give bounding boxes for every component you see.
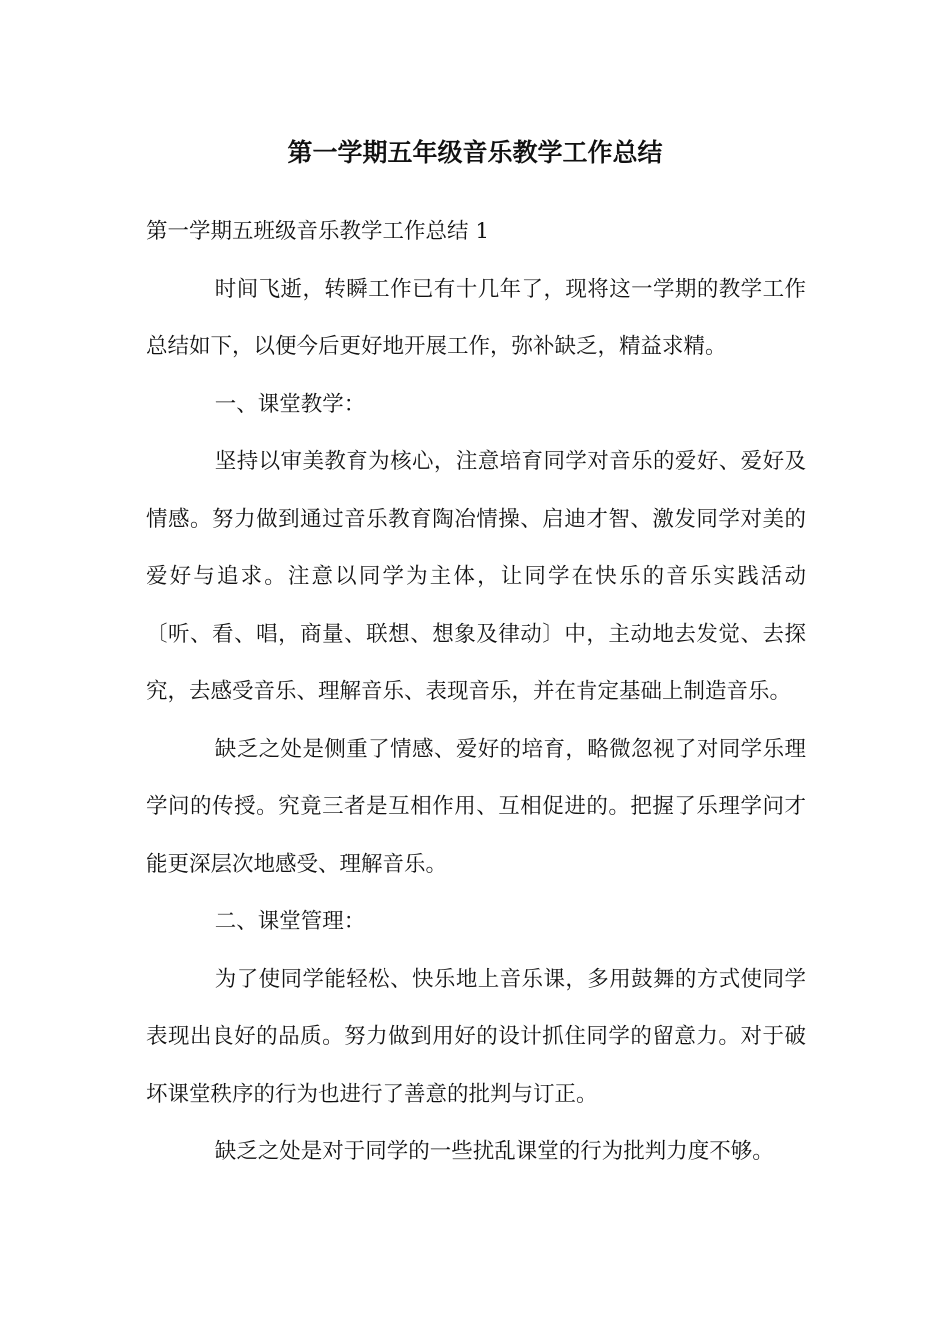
document-body	[146, 203, 806, 1181]
document-subtitle: 第一学期五班级音乐教学工作总结 1	[146, 219, 490, 244]
document-title: 第一学期五年级音乐教学工作总结	[287, 138, 663, 167]
paragraph-teaching-shortcomings: 缺乏之处是侧重了情感、爱好的培育，略微忽视了对同学乐理学问的传授。究竟三者是互相作用、互相促进的。把握了乐理学问才能更深层次地感受、理解音乐。	[146, 736, 806, 877]
section-heading-classroom-teaching: 一、课堂教学：	[214, 391, 366, 417]
paragraph-intro: 时间飞逝，转瞬工作已有十几年了，现将这一学期的教学工作总结如下，以便今后更好地开展工作，弥补缺乏，精益求精。	[146, 276, 806, 359]
paragraph-teaching-approach: 坚持以审美教育为核心，注意培育同学对音乐的爱好、爱好及情感。努力做到通过音乐教育陶冶情操、启迪才智、激发同学对美的爱好与追求。注意以同学为主体，让同学在快乐的音乐实践活动〔听、看、唱，商量、联想、想象及律动〕中，主动地去发觉、去探究，去感受音乐、理解音乐、表现音乐，并在肯定基础上制造音乐。	[146, 449, 806, 704]
section-heading-classroom-management: 二、课堂管理：	[214, 909, 366, 934]
paragraph-management-shortcomings: 缺乏之处是对于同学的一些扰乱课堂的行为批判力度不够。	[214, 1139, 774, 1164]
paragraph-management-approach: 为了使同学能轻松、快乐地上音乐课，多用鼓舞的方式使同学表现出良好的品质。努力做到用好的设计抓住同学的留意力。对于破坏课堂秩序的行为也进行了善意的批判与订正。	[146, 966, 806, 1107]
